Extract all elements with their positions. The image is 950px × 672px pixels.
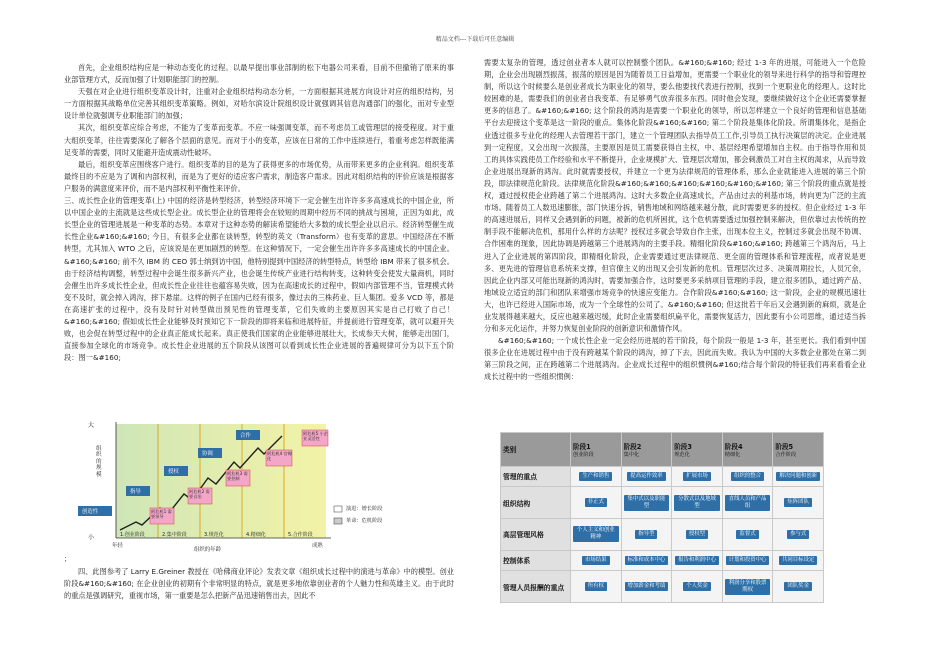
table-cell	[773, 571, 824, 603]
cell-box: 分散式以及地域型	[674, 495, 720, 511]
table-cell	[773, 550, 824, 571]
row-label: 组织结构	[501, 487, 571, 519]
table-row	[501, 518, 824, 550]
table-header-cell	[773, 433, 824, 467]
table-header-cell	[571, 433, 622, 467]
row-label: 高层管理风格	[501, 518, 571, 550]
table-cell	[672, 571, 723, 603]
table-header-cell	[501, 433, 571, 467]
cell-box: 解决问题和创新	[776, 472, 820, 481]
table-row	[501, 550, 824, 571]
table-header-row	[501, 433, 824, 467]
crisis-label: 阿危机2 需要自治	[189, 489, 210, 499]
legend-revolution: 革命：危机阶段	[346, 518, 383, 524]
header-sub: 精细化	[724, 451, 741, 458]
table-cell	[571, 466, 622, 487]
cell-box: 提高运作效率	[627, 472, 665, 481]
cell-box: 非正式	[585, 498, 607, 507]
axis-mature-label: 成熟	[312, 543, 323, 549]
table-cell	[621, 571, 672, 603]
paragraph: 天强在对企业进行组织变革设计时，注重对企业组织结构动态分析，一方面根据其进展方向设计对应的组织结构，另一方面根据其战略单位完善其组织变革策略。例如，对哈尔滨设计院组织设计就强调其信息沟通部门的强化，而对专业型设计单位就强调专业职能部门的加强；	[64, 87, 454, 121]
crisis-box-label: 协调	[202, 451, 213, 457]
cell-box: 个人主义和创业精神	[573, 526, 619, 542]
cell-box: 授权型	[686, 530, 708, 539]
table-row	[501, 571, 824, 603]
table-cell	[773, 518, 824, 550]
table-cell	[571, 571, 622, 603]
header-label: 阶段2	[623, 442, 642, 451]
crisis-box-label: 合作	[240, 433, 251, 439]
cell-box: 标准和成本中心	[625, 556, 669, 565]
cell-box: 利润分享和股票期权	[725, 579, 771, 595]
table-cell	[621, 487, 672, 519]
table-cell	[722, 571, 773, 603]
stage-label: 4.精细化	[246, 532, 266, 538]
cell-box: 市场结果	[582, 556, 610, 565]
table-cell	[571, 518, 622, 550]
cell-box: 报告和利润中心	[675, 556, 719, 565]
cell-box: 增加薪金和考绩	[625, 582, 669, 591]
stage-background	[116, 424, 326, 538]
table-row	[501, 466, 824, 487]
table-cell	[672, 550, 723, 571]
table-cell	[621, 550, 672, 571]
table-cell	[621, 466, 672, 487]
header-sub: 规范化	[674, 451, 690, 458]
cell-box: 矩阵团队	[784, 498, 812, 507]
cell-box: 计划和投资中心	[726, 556, 770, 565]
axis-young-label: 年轻	[112, 543, 123, 549]
table-header-cell	[621, 433, 672, 467]
table-cell	[722, 550, 773, 571]
table-cell	[773, 487, 824, 519]
cell-box: 所有权	[585, 582, 607, 591]
table-header-cell	[672, 433, 723, 467]
growth-stages-diagram	[76, 418, 416, 551]
cell-box: 集中式以及职能型	[624, 495, 670, 511]
crisis-label: 阿危机4 官僚化	[267, 451, 292, 461]
paragraph: 其次，组织变革应综合考虑，不能为了变革而变革。不应一味强调变革，而不考虑员工或管理层的接受程度。对于重大组织变革，往往需要深化了解各个层面的意见。而对于小的变革，应该在日常的工作中连续进行，着重考虑怎样既能满足变革的需要，同时又能避开造成震动性破坏。	[64, 123, 454, 157]
header-label: 阶段1	[573, 442, 591, 451]
cell-box: 扩展市场	[683, 472, 711, 481]
semicolon-mark: ；	[64, 555, 71, 563]
table-cell	[621, 518, 672, 550]
header-label: 阶段3	[674, 442, 692, 451]
table-cell	[672, 487, 723, 519]
row-label: 管理的重点	[501, 466, 571, 487]
crisis-box-label: 创造性	[82, 509, 99, 515]
cell-box: 监督式	[736, 530, 758, 539]
header-label: 类别	[503, 446, 517, 455]
paragraph: 四、此图参考了 Larry E.Greiner 教授在《哈佛商业评论》发表文章《组织成长过程中的演进与革命》中的模型。创业阶段&#160;&#160; 在企业创业的初期有个非常明显的特点，就是更多地依靠创业者的个人魅力性和英雄主义。由于此时的重点是强调研究，重视市场，第一重要是怎么把新产品迅速销售出去，因此不	[64, 567, 454, 600]
paragraph: &#160;&#160; 一个成长性企业一定会经历进展的若干阶段，每个阶段一般是 1-3 年，甚至更长。我们看到中国很多企业在进展过程中由于没有跨越某个阶段的鸿沟，掉了下去，因此而失败。我认为中国的大多数企业都处在第二到第三阶段之间，正在跨越第二个进展鸿沟。企业成长过程中的组织惯例&#160;结合每个阶段的特征我们再来看看企业成长过程中的一些组织惯例：	[484, 336, 866, 382]
legend-evolution: 演进：增长阶段	[346, 506, 383, 512]
table-cell	[672, 466, 723, 487]
cell-box: 参与式	[787, 530, 809, 539]
org-practices-table	[500, 432, 824, 603]
cell-box: 共同目标设定	[779, 556, 817, 565]
table-cell	[773, 466, 824, 487]
crisis-label: 阿危机1 需要领导	[151, 509, 172, 519]
table-cell	[722, 466, 773, 487]
stage-label: 2.集中阶段	[162, 532, 187, 538]
crisis-box-label: 授权	[168, 469, 179, 475]
table-row	[501, 487, 824, 519]
header-sub: 创业阶段	[573, 451, 594, 458]
crisis-label: 阿危机5 小企业灵活性	[303, 431, 328, 441]
table-cell	[722, 518, 773, 550]
cell-box: 生产和销售	[579, 472, 612, 481]
row-label: 管理人员报酬的重点	[501, 571, 571, 603]
crisis-box-label: 指导	[130, 489, 141, 495]
header-sub: 合作阶段	[775, 451, 797, 458]
cell-box: 指导型	[635, 530, 657, 539]
paragraph: 首先，企业组织结构应是一种动态变化的过程。以最早提出事业部制的松下电器公司来看，目前不但撤销了原来的事业部管理方式，反而加强了计划职能部门的控制。	[64, 63, 454, 85]
table-header-cell	[722, 433, 773, 467]
stage-label: 3.规范化	[204, 532, 224, 538]
row-label: 控制体系	[501, 550, 571, 571]
page-header: 精品文档---下载后可任意编辑	[435, 36, 515, 43]
axis-big-label: 大	[88, 422, 95, 429]
right-column	[484, 57, 866, 384]
paragraph: 需要太复杂的管理，透过创业者本人就可以控制整个团队。&#160;&#160; 经过 1-3 年的进展，可能进入一个危险期，企业会出现剧烈振荡，振荡的原因是因为随着员工日益增加，更需要一个职业化的领导来进行科学的指导和管理控制，所以这个时候要么是创业者成长为职业化的领导，要么他要找代表进行控制，找到一个更职业化的经理人。这时比较困难的是，需要我们的创业者自我变革、有足够勇气放弃很多东西。同时他会发现，要继续做好这个企业还需要掌握更多的信息了。&#160;&#160; 这个阶段的鸿沟是需要一个职业化的领导，所以怎样建立一个良好的管理和信息基础平台去迎接这个变革是这一阶段的重点。集体化阶段&#160;&#160; 第二个阶段是集体化阶段。所谓集体化，是指企业透过很多专业化的经理人去管理若干部门，建立一个管理团队去指导员工工作,引导员工执行决策层的决定。企业进展到一定程度，又会出现一次振荡，主要原因是员工需要获得自主权，中、基层经理希望增加自主权。由于指导作用和员工的具体实践使员工作经验和水平不断提升，企业规模扩大、管理层次增加，都会刺激员工对自主权的渴求，从而导致企业进展出现新的鸿沟。此时就需要授权，并建立一个更为法律规范的管理体系，那么企业就能进入进展的第三个阶段，即法律规范化阶段。法律规范化阶段&#160;&#160;&#160;&#160;&#160;&#160; 第三个阶段的重点就是授权，通过授权使企业跨越了第二个进展鸿沟。这时大多数企业高速成长，产品由过去的利基市场，转向更为广泛的主流市场。随着员工人数迅速膨胀，部门快速分拆，销售地域和网络越来越分散，此时需要更多的授权。但企业经过 1-3 年的高速进展后，同样又会遇到新的问题，被新的危机所困扰，这个危机需要透过加强控制来解决，但依靠过去传统的控制手段不能解决危机，那用什么样的方法呢？授权过多就会导致自作主张，出现本位主义，控制过多就会出现不协调、合作困难的现象，因此协调是跨越第三个进展鸿沟的主要手段。精细化阶段&#160;&#160; 跨越第三个鸿沟后，马上进入了企业进展的第四阶段，即精细化阶段，企业需要通过更法律规范、更全面的管理体系和管理流程，成者说是更多、更先进的管理信息系统来支撑，但官僚主义的出现又会引发新的危机。管理层次过多、决策周期拉长，人员冗余，因此企业内部又可能出现新的鸿沟时，需要加强合作，这时要更多采纳项目管理的手段，建立很多团队，通过跨产品、地域设立适宜的部门和团队来增强市场竞争的快速应变能力。合作阶段&#160;&#160; 这一阶段，企业的规模迅速壮大，也许已经进入国际市场，成为一个全球性的公司了。&#160;&#160; 但这批若干年后又会遇到新的麻烦，就是企业发展得越来越大，反应也越来越迟缓，此时企业需要组织扁平化，需要恢复活力，因此要有小公司思维，通过适当拆分和多元化运作，并努力恢复创业阶段的创新意识和激情作风。	[484, 58, 866, 334]
cell-box: 团队奖金	[784, 582, 812, 591]
x-axis-label: 组织的年龄	[194, 547, 221, 553]
stage-label: 1.创业阶段	[120, 532, 145, 538]
section-three-text: 三、成长性企业的管理变革(上) 中国的经济是转型经济，转型经济环境下一定会催生出许许多多高速成长的中国企业，所以中国企业的主流就是这些成长型企业。成长型企业的管理将会在较短的周期中经历不同的挑战与困境，正因为如此，成长型企业的管理进展是一种变革的态势。本章对于这种态势的解读希望能给大多数的成长型企业以启示。经济转型催生成长性企业&#160;&#160; 今日，有很多企业都在谈转型，转型的英文（Transform）也有变革的意思。中国经济在不断转型，尤其加入 WTO 之后，应该说是在更加剧烈的转型。在这种情况下，一定会催生出许许多多高速成长的中国企业。&#160;&#160; 前不久 IBM 的 CEO 郭士纳到访中国，他特别提到中国经济的转型特点，转型给 IBM 带来了很多机会。由于经济结构调整，转型过程中会诞生很多新兴产业，也会诞生传统产业进行结构转变，这种转变会使发大量商机，同时会催生出许多成长性企业，但成长性企业往往也蕴容易失败，因为在高速成长的过程中，假如内部管理不当，管理模式转变不及时，就会掉入鸿沟，摔下悬崖。这样的例子在国内已经有很多，像过去的三株药业、巨人集团。爱多 VCD 等，都是在高速扩张的过程中，没有及时针对转型做出预见性的管理变革，它们失败的主要原因其实是自己打败了自己！&#160;&#160; 假如成长性企业能够及时预知它下一阶段的即将来临和进展特征，并提前进行管理变革，就可以避开失败，也会促在转型过程中的企业真正能成长起来。真正使我们国家的企业能够进展壮大，长成参天大树，能够走出国门，直接参加全球化的市场竞争。成长性企业进展的五个阶段从该图可以看到成长性企业进展的普遍规律可分为以下五个阶段：图一&#160;	[64, 196, 454, 363]
table-cell	[571, 550, 622, 571]
header-label: 阶段5	[775, 442, 794, 451]
cell-box: 直线人员和产品组	[725, 495, 771, 511]
y-axis-label: 组织的规模	[96, 446, 102, 478]
table-cell	[672, 518, 723, 550]
paragraph: 最后，组织变革应围绕客户进行。组织变革的目的是为了获得更多的市场优势，从而带来更多的企业利润。组织变革最终目的不应是为了调和内部权利，而是为了更好的适应客户需求，制造客户需求。因此对组织结构的评价应该是根据客户服务的满意度来评价，而不是内部权利平衡性来评价。	[64, 159, 454, 193]
header-label: 阶段4	[724, 442, 743, 451]
left-column	[64, 62, 454, 364]
cell-box: 组织的整合	[731, 472, 764, 481]
table-cell	[722, 487, 773, 519]
axis-small-label: 小	[88, 534, 95, 541]
section-four	[64, 566, 454, 602]
crisis-label: 阿危机3 需要控制	[227, 471, 248, 481]
header-sub: 集中化	[623, 451, 640, 458]
table-cell	[571, 487, 622, 519]
stage-label: 5.合作阶段	[288, 532, 313, 538]
cell-box: 个人奖金	[683, 582, 711, 591]
